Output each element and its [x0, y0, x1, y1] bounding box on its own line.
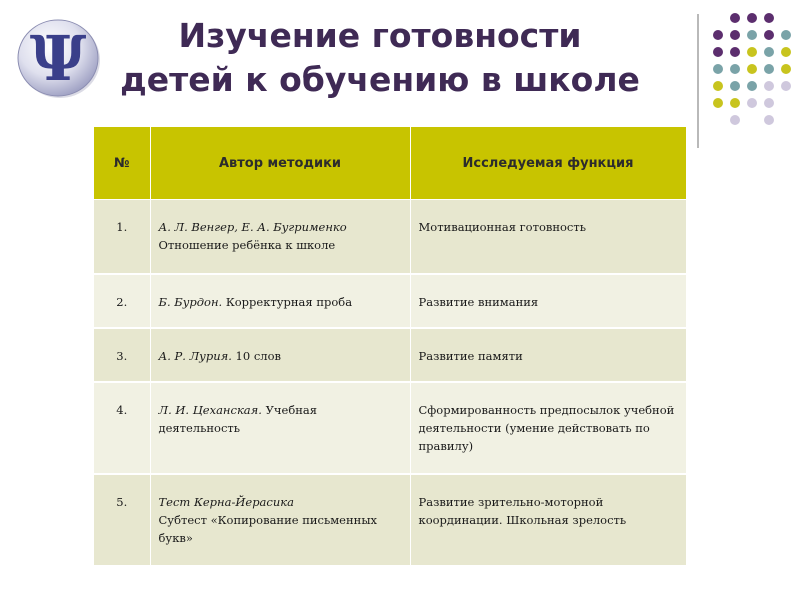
row-method: 10 слов	[235, 348, 281, 363]
table-row	[94, 274, 686, 328]
table-row	[94, 382, 686, 474]
decorative-dot	[781, 47, 791, 57]
row-author-method	[150, 328, 410, 382]
decorative-dot	[730, 115, 740, 125]
row-number: 5.	[94, 474, 150, 566]
decorative-dot	[764, 64, 774, 74]
decorative-dot	[730, 47, 740, 57]
row-number: 3.	[94, 328, 150, 382]
decorative-dot	[764, 13, 774, 23]
decorative-dot	[730, 98, 740, 108]
row-author-method	[150, 474, 410, 566]
table-header-row	[94, 127, 686, 200]
row-function: Мотивационная готовность	[410, 200, 686, 274]
decorative-dot	[713, 30, 723, 40]
row-author: Б. Бурдон.	[158, 294, 223, 309]
header-author: Автор методики	[150, 127, 410, 200]
decorative-dot	[730, 13, 740, 23]
row-method: Учебная деятельность	[158, 402, 318, 435]
decorative-dot	[781, 81, 791, 91]
decorative-dot	[713, 81, 723, 91]
decorative-dot	[713, 47, 723, 57]
decorative-dot	[747, 30, 757, 40]
table-row	[94, 328, 686, 382]
row-number: 4.	[94, 382, 150, 474]
decorative-dot	[747, 81, 757, 91]
decorative-dot	[730, 64, 740, 74]
row-number: 1.	[94, 200, 150, 274]
slide-title-line-2: детей к обучению в школе	[120, 60, 640, 99]
decorative-dot	[764, 98, 774, 108]
row-author: Тест Керна-Йерасика	[158, 494, 294, 509]
row-method: Субтест «Копирование письменных букв»	[158, 512, 377, 545]
decorative-dot	[781, 64, 791, 74]
decorative-dot	[764, 47, 774, 57]
row-function: Сформированность предпосылок учебной деятельности (умение действовать по правилу)	[410, 382, 686, 474]
decorative-dot	[764, 81, 774, 91]
row-author: А. Р. Лурия.	[158, 348, 232, 363]
row-function: Развитие внимания	[410, 274, 686, 328]
methods-table	[94, 127, 687, 567]
header-function: Исследуемая функция	[410, 127, 686, 200]
decorative-dot	[747, 13, 757, 23]
decorative-dot	[781, 30, 791, 40]
decorative-dot	[747, 47, 757, 57]
decorative-dot-grid	[0, 0, 800, 140]
row-author: Л. И. Цеханская.	[158, 402, 262, 417]
row-author-method	[150, 274, 410, 328]
row-method: Корректурная проба	[225, 294, 353, 309]
table-row	[94, 200, 686, 274]
decorative-dot	[747, 64, 757, 74]
row-author-method	[150, 382, 410, 474]
row-author-method	[150, 200, 410, 274]
table-row	[94, 474, 686, 566]
row-author: А. Л. Венгер, Е. А. Бугрименко	[158, 220, 347, 234]
row-function: Развитие зрительно-моторной координации. Школьная зрелость	[410, 474, 686, 566]
slide-title-line-1: Изучение готовности	[178, 16, 582, 55]
decorative-dot	[764, 115, 774, 125]
decorative-dot	[747, 98, 757, 108]
row-number: 2.	[94, 274, 150, 328]
header-number: №	[94, 127, 150, 200]
decorative-dot	[730, 30, 740, 40]
row-method: Отношение ребёнка к школе	[158, 238, 336, 252]
decorative-dot	[713, 64, 723, 74]
svg-text:Ψ: Ψ	[29, 22, 87, 95]
decorative-dot	[730, 81, 740, 91]
decorative-dot	[713, 98, 723, 108]
decorative-dot	[764, 30, 774, 40]
row-function: Развитие памяти	[410, 328, 686, 382]
